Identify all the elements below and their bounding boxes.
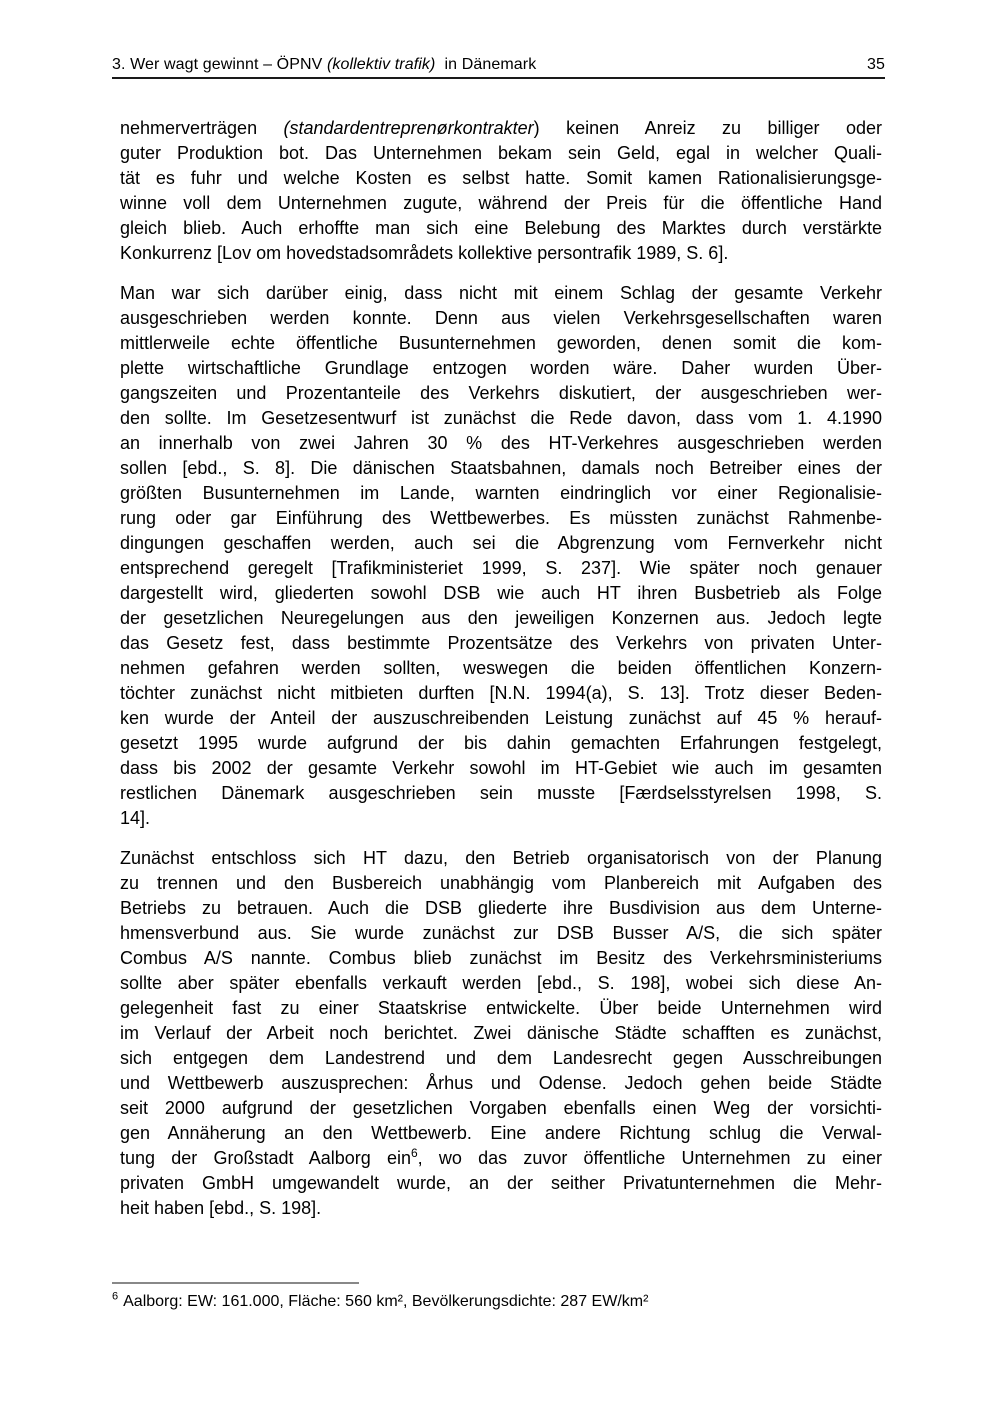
- text-line: sollte aber später ebenfalls verkauft werden [ebd., S. 198], wobei sich diese An-: [120, 973, 882, 993]
- text-line: seit 2000 aufgrund der gesetzlichen Vorgaben ebenfalls einen Weg der vorsichti-: [120, 1098, 882, 1118]
- text-line: größten Busunternehmen im Lande, warnten eindringlich vor einer Regionalisie-: [120, 483, 882, 503]
- text-line: dass bis 2002 der gesamte Verkehr sowohl im HT-Gebiet wie auch im gesamten: [120, 758, 882, 778]
- text-line: ken wurde der Anteil der auszuschreibenden Leistung zunächst auf 45 % herauf-: [120, 708, 882, 728]
- text-line: an innerhalb von zwei Jahren 30 % des HT-Verkehres ausgeschrieben werden: [120, 433, 882, 453]
- text-line: sollen [ebd., S. 8]. Die dänischen Staatsbahnen, damals noch Betreiber eines der: [120, 458, 882, 478]
- text-line: mittlerweile echte öffentliche Busunternehmen geworden, denen somit die kom-: [120, 333, 882, 353]
- paragraph: [120, 281, 882, 831]
- text-line: restlichen Dänemark ausgeschrieben sein musste [Færdselsstyrelsen 1998, S.: [120, 783, 882, 803]
- text-line: tät es fuhr und welche Kosten es selbst hatte. Somit kamen Rationalisierungsge-: [120, 168, 882, 188]
- page-title-prefix: 3. Wer wagt gewinnt – ÖPNV: [112, 56, 327, 73]
- text-line: rung oder gar Einführung des Wettbewerbes. Es müssten zunächst Rahmenbe-: [120, 508, 882, 528]
- text-line: Combus A/S nannte. Combus blieb zunächst im Besitz des Verkehrsministeriums: [120, 948, 882, 968]
- text-line: nehmerverträgen (standardentreprenørkontrakter) keinen Anreiz zu billiger oder: [120, 118, 882, 138]
- text-line: 14].: [120, 808, 151, 828]
- text-line: gangszeiten und Prozentanteile des Verkehrs diskutiert, der ausgeschrieben wer-: [120, 383, 882, 403]
- page-title: [112, 56, 536, 74]
- text-line: den sollte. Im Gesetzesentwurf ist zunächst die Rede davon, dass vom 1. 4.1990: [120, 408, 882, 428]
- text-line: ausgeschrieben werden konnte. Denn aus vielen Verkehrsgesellschaften waren: [120, 308, 882, 328]
- text-line: hmensverbund aus. Sie wurde zunächst zur DSB Busser A/S, die sich später: [120, 923, 882, 943]
- text-line: der gesetzlichen Neuregelungen aus den jeweiligen Konzernen aus. Jedoch legte: [120, 608, 882, 628]
- text-line: Konkurrenz [Lov om hovedstadsområdets kollektive persontrafik 1989, S. 6].: [120, 243, 729, 263]
- text-line: winne voll dem Unternehmen zugute, während der Preis für die öffentliche Hand: [120, 193, 882, 213]
- page-title-suffix: in Dänemark: [435, 56, 537, 73]
- text-line: gesetzt 1995 wurde aufgrund der bis dahin gemachten Erfahrungen festgelegt,: [120, 733, 882, 753]
- document-body: [120, 116, 882, 1236]
- text-line: Man war sich darüber einig, dass nicht mit einem Schlag der gesamte Verkehr: [120, 283, 882, 303]
- text-line: und Wettbewerb auszusprechen: Århus und Odense. Jedoch gehen beide Städte: [120, 1073, 882, 1093]
- text-line: heit haben [ebd., S. 198].: [120, 1198, 322, 1218]
- text-line: zu trennen und den Busbereich unabhängig vom Planbereich mit Aufgaben des: [120, 873, 882, 893]
- paragraph: [120, 846, 882, 1221]
- text-line: das Gesetz fest, dass bestimmte Prozentsätze des Verkehrs von privaten Unter-: [120, 633, 882, 653]
- footnote-marker: 6: [112, 1290, 119, 1303]
- text-line: plette wirtschaftliche Grundlage entzogen worden wäre. Daher wurden Über-: [120, 358, 882, 378]
- text-line: gelegenheit fast zu einer Staatskrise entwickelte. Über beide Unternehmen wird: [120, 998, 882, 1018]
- text-line: tung der Großstadt Aalborg ein$^6$, wo das zuvor öffentliche Unternehmen zu einer: [120, 1146, 882, 1168]
- text-line: gen Annäherung an den Wettbewerb. Eine andere Richtung schlug die Verwal-: [120, 1123, 882, 1143]
- footnote-body: Aalborg: EW: 161.000, Fläche: 560 km², Bevölkerungsdichte: 287 EW/km²: [123, 1293, 649, 1310]
- text-line: guter Produktion bot. Das Unternehmen bekam sein Geld, egal in welcher Quali-: [120, 143, 882, 163]
- text-line: dingungen geschaffen werden, auch sei die Abgrenzung vom Fernverkehr nicht: [120, 533, 882, 553]
- footnote: [112, 1282, 885, 1313]
- text-line: Betriebs zu betrauen. Auch die DSB gliederte ihre Busdivision aus dem Unterne-: [120, 898, 882, 918]
- page-header: [112, 56, 885, 79]
- text-line: töchter zunächst nicht mitbieten durften [N.N. 1994(a), S. 13]. Trotz dieser Beden-: [120, 683, 882, 703]
- text-line: dargestellt wird, gliederten sowohl DSB wie auch HT ihren Busbetrieb als Folge: [120, 583, 882, 603]
- page-number: 35: [867, 56, 885, 73]
- page-title-italic: (kollektiv trafik): [326, 56, 436, 73]
- text-line: entsprechend geregelt [Trafikministeriet 1999, S. 237]. Wie später noch genauer: [120, 558, 882, 578]
- text-line: sich entgegen dem Landestrend und dem Landesrecht gegen Ausschreibungen: [120, 1048, 882, 1068]
- text-line: nehmen gefahren werden sollten, weswegen die beiden öffentlichen Konzern-: [120, 658, 882, 678]
- paragraph: [120, 116, 882, 266]
- text-line: im Verlauf der Arbeit noch berichtet. Zwei dänische Städte schafften es zunächst,: [120, 1023, 882, 1043]
- text-line: gleich blieb. Auch erhoffte man sich eine Belebung des Marktes durch verstärkte: [120, 218, 882, 238]
- footnote-text: [112, 1291, 885, 1313]
- text-line: Zunächst entschloss sich HT dazu, den Betrieb organisatorisch von der Planung: [120, 848, 882, 868]
- footnote-separator: [112, 1282, 359, 1284]
- text-line: privaten GmbH umgewandelt wurde, an der seither Privatunternehmen die Mehr-: [120, 1173, 882, 1193]
